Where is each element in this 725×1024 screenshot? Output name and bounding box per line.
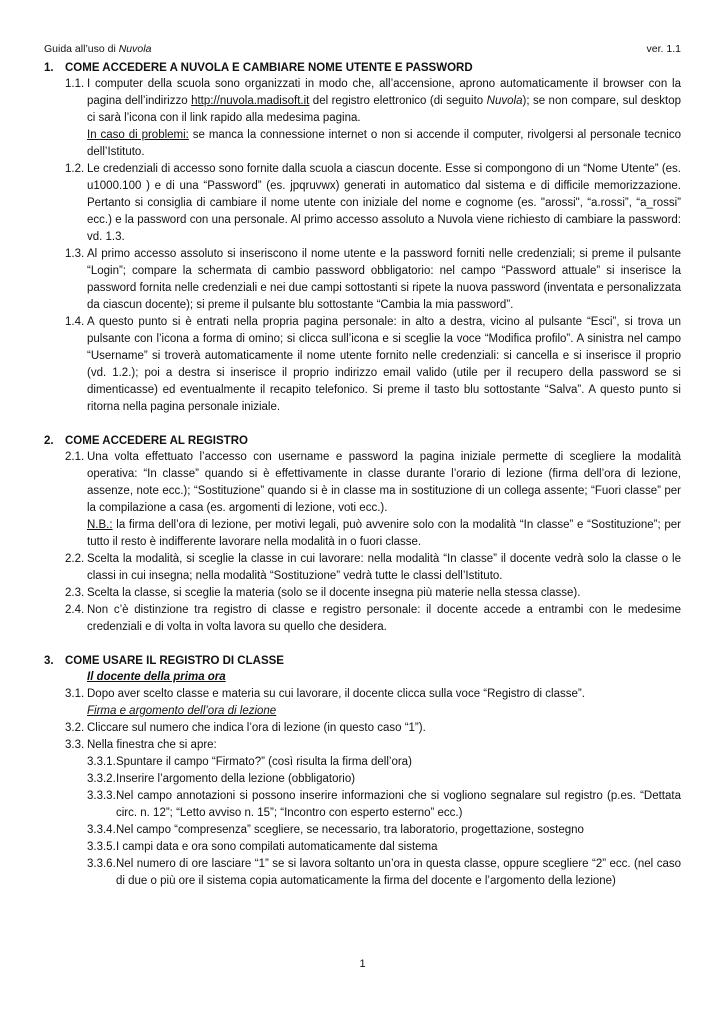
- list-item: [44, 449, 681, 551]
- problem-label: In caso di problemi:: [87, 129, 189, 141]
- sub-item-text: Nel campo “compresenza” scegliere, se necessario, tra laboratorio, progettazione, sostegno: [116, 824, 584, 836]
- list-item: [44, 246, 681, 314]
- item-text: Le credenziali di accesso sono fornite dalla scuola a ciascun docente. Esse si compongono di un “Nome Utente” (es. u1000.100 ) e di una “Password” (es. jpqruvwx) generati in automatico dal sistema e di difficile memorizzazione. Pertanto si consiglia di cambiare il nome utente con iniziale del nome e cognome (es. "arossi", “a.rossi”, “a_rossi” ecc.) e la password con una personale. Al primo accesso assoluto a Nuvola viene richiesto di cambiare la password: vd. 1.3.: [87, 163, 681, 243]
- list-item: [44, 161, 681, 246]
- item-number: 1.2.: [65, 163, 85, 175]
- item-number: 2.1.: [65, 451, 85, 463]
- item-text: A questo punto si è entrati nella propria pagina personale: in alto a destra, vicino al pulsante “Esci”, si trova un pulsante con l’icona a forma di omino; si clicca sull’icona e si sceglie la voce “Modifica profilo”. A sinistra nel campo “Username” si troverà automaticamente il nome utente fornito nelle credenziali: si cancella e si inserisce il proprio (vd. 1.2.); poi a destra si inserisce il proprio indirizzo email valido (utile per il recupero della password se si dimenticasse) ed eventualmente il recapito telefonico. Si preme il tasto blu sottostante “Salva”. A questo punto si ritorna nella pagina personale iniziale.: [87, 316, 681, 413]
- list-item: [44, 314, 681, 416]
- section-title: COME ACCEDERE AL REGISTRO: [65, 435, 248, 447]
- subheading-first-hour: Il docente della prima ora: [87, 671, 226, 683]
- list-item: [44, 737, 681, 754]
- sub-item-number: 3.3.3.: [87, 790, 116, 802]
- section-2: [44, 433, 681, 636]
- list-item: [44, 585, 681, 602]
- item-text: Scelta la classe, si sceglie la materia (solo se il docente insegna più materie nella stessa classe).: [87, 587, 581, 599]
- item-text: Cliccare sul numero che indica l’ora di lezione (in questo caso “1”).: [87, 722, 426, 734]
- sub-item-number: 3.3.1.: [87, 756, 116, 768]
- text-run: se manca la connessione internet o non si accende il computer, rivolgersi al personale tecnico dell’Istituto.: [87, 129, 681, 158]
- sub-list-item: [44, 788, 681, 822]
- sub-list-item: [44, 856, 681, 890]
- section-title: COME USARE IL REGISTRO DI CLASSE: [65, 655, 284, 667]
- sub-list-item: [44, 754, 681, 771]
- item-number: 1.1.: [65, 78, 85, 90]
- item-number: 2.3.: [65, 587, 85, 599]
- list-item: [44, 686, 681, 703]
- text-run: la firma dell’ora di lezione, per motivi legali, può avvenire solo con la modalità “In classe” e “Sostituzione”; per tutto il resto è indifferente lavorare nella modalità in o fuori classe.: [87, 519, 681, 548]
- text-run: Una volta effettuato l’accesso con username e password la pagina iniziale permette di scegliere la modalità operativa: “In classe” quando si è effettivamente in classe durante l’orario di lezione (firma dell’ora di lezione, assenze, note ecc.); “Sostituzione” quando si è in classe ma in sostituzione di un collega assente; “Fuori classe” per la compilazione a casa (es. argomenti di lezione, voti ecc.).: [87, 451, 681, 514]
- subheading-signature: Firma e argomento dell’ora di lezione: [87, 705, 277, 717]
- sub-list-item: [44, 839, 681, 856]
- sub-item-text: Inserire l’argomento della lezione (obbligatorio): [116, 773, 356, 785]
- sub-item-number: 3.3.2.: [87, 773, 116, 785]
- sub-list-item: [44, 822, 681, 839]
- sub-item-number: 3.3.6.: [87, 858, 116, 870]
- page-header: [44, 43, 681, 55]
- sub-list-item: [44, 771, 681, 788]
- sub-item-text: I campi data e ora sono compilati automaticamente dal sistema: [116, 841, 438, 853]
- section-3: [44, 653, 681, 890]
- list-item: [44, 720, 681, 737]
- text-run: ); se non compare, sul desktop ci sarà l’icona con il link rapido alla medesima pagina.: [87, 95, 682, 124]
- list-item: [44, 551, 681, 585]
- list-item: [44, 76, 681, 161]
- section-title: COME ACCEDERE A NUVOLA E CAMBIARE NOME UTENTE E PASSWORD: [65, 62, 473, 74]
- section-heading: [44, 653, 681, 669]
- item-number: 1.3.: [65, 248, 85, 260]
- item-text: Nella finestra che si apre:: [87, 739, 217, 751]
- sub-item-text: Nel numero di ore lasciare “1” se si lavora soltanto un’ora in questa classe, oppure scegliere “2” ecc. (nel caso di due o più ore il sistema copia automaticamente la firma del docente e l’argomento della lezione): [116, 858, 681, 887]
- spacer: [44, 416, 681, 433]
- item-text: Non c’è distinzione tra registro di classe e registro personale: il docente accede a entrambi con le medesime credenziali e di volta in volta lavora su quello che desidera.: [87, 604, 681, 633]
- item-text: Al primo accesso assoluto si inseriscono il nome utente e la password forniti nelle credenziali; si preme il pulsante “Login”; compare la schermata di cambio password obbligatorio: nel campo “Password attuale” si inserisce la password fornita nelle credenziali e nei due campi sottostanti si ripete la nuova password (inventata e personalizzata da ciascun docente); si preme il pulsante blu sottostante “Cambia la mia password”.: [87, 248, 681, 311]
- section-number: 2.: [44, 435, 54, 447]
- section-1: [44, 60, 681, 416]
- item-number: 2.4.: [65, 604, 85, 616]
- page-number: 1: [359, 958, 366, 970]
- item-text: Dopo aver scelto classe e materia su cui lavorare, il docente clicca sulla voce “Registro di classe”.: [87, 688, 585, 700]
- item-text: [87, 76, 681, 161]
- item-text: [87, 449, 681, 551]
- item-number: 3.2.: [65, 722, 85, 734]
- list-item: [44, 602, 681, 636]
- item-number: 2.2.: [65, 553, 85, 565]
- item-number: 3.3.: [65, 739, 85, 751]
- text-run-italic: Nuvola: [486, 95, 523, 107]
- header-title-prefix: Guida all’uso di: [44, 43, 119, 55]
- text-run: del registro elettronico (di seguito: [309, 95, 487, 107]
- nuvola-link[interactable]: http://nuvola.madisoft.it: [191, 95, 310, 107]
- item-text: Scelta la modalità, si sceglie la classe in cui lavorare: nella modalità “In classe” il docente vedrà solo la classe o le classi in cui insegna; nella modalità “Sostituzione” vedrà tutte le classi dell’Istituto.: [87, 553, 681, 582]
- section-number: 1.: [44, 62, 54, 74]
- document-body: [44, 60, 681, 890]
- header-title-italic: Nuvola: [118, 43, 152, 55]
- nb-label: N.B.:: [87, 519, 113, 531]
- section-number: 3.: [44, 655, 54, 667]
- sub-item-number: 3.3.5.: [87, 841, 116, 853]
- header-version: ver. 1.1: [646, 43, 681, 55]
- sub-item-text: Nel campo annotazioni si possono inserire informazioni che si vogliono segnalare sul registro (p.es. “Dettata circ. n. 12”; “Letto avviso n. 15”; “Incontro con esperto esterno” ecc.): [116, 790, 681, 819]
- item-number: 3.1.: [65, 688, 85, 700]
- item-number: 1.4.: [65, 316, 85, 328]
- text-run: I computer della scuola sono organizzati in modo che, all’accensione, aprono automaticamente il browser con la pagina dell’indirizzo: [87, 78, 681, 107]
- section-heading: [44, 60, 681, 76]
- spacer: [44, 636, 681, 653]
- sub-item-text: Spuntare il campo “Firmato?” (così risulta la firma dell’ora): [116, 756, 412, 768]
- header-title: [44, 43, 151, 55]
- sub-item-number: 3.3.4.: [87, 824, 116, 836]
- section-heading: [44, 433, 681, 449]
